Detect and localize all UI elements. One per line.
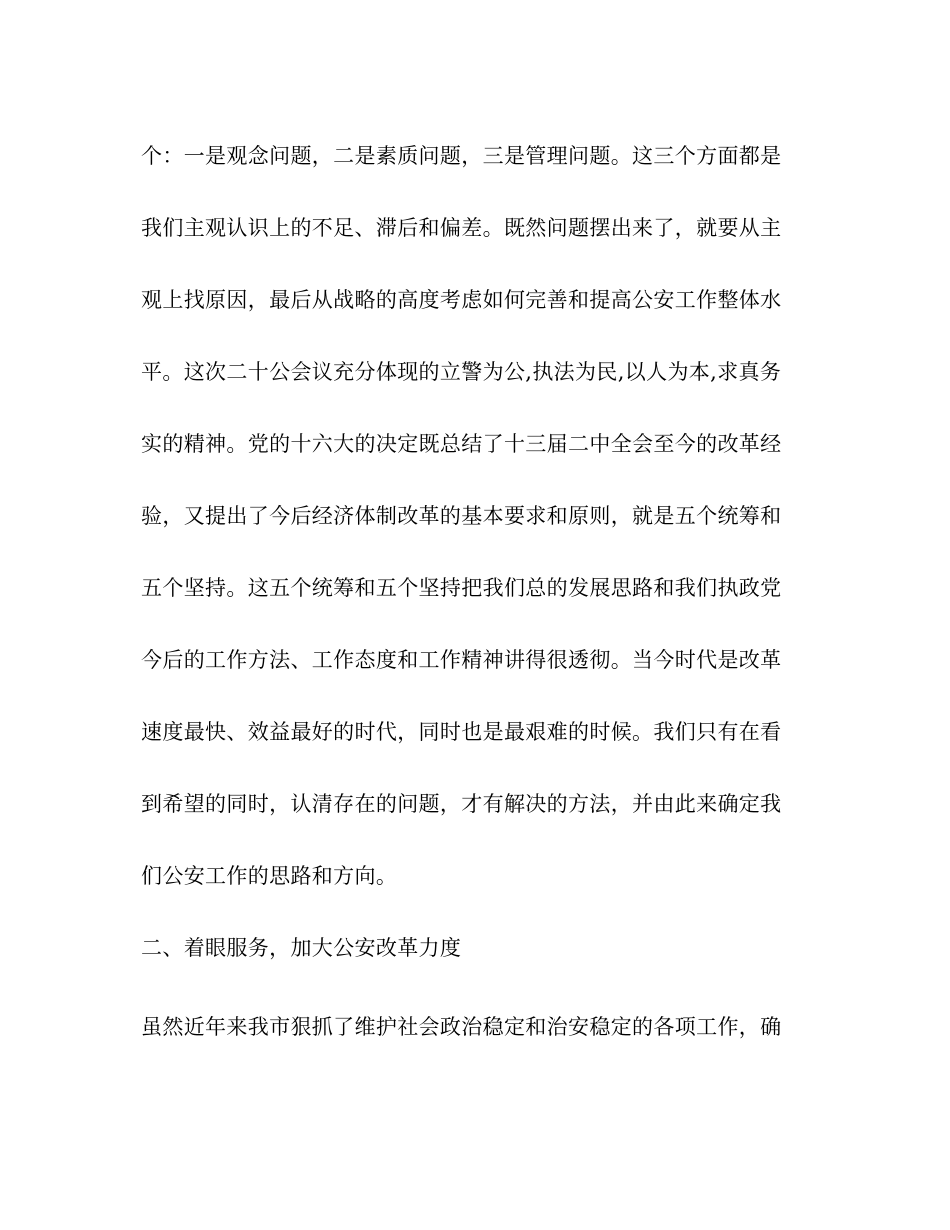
text-line-7: 五个坚持。这五个统筹和五个坚持把我们总的发展思路和我们执政党 bbox=[141, 576, 782, 600]
text-line-5: 实的精神。党的十六大的决定既总结了十三届二中全会至今的改革经 bbox=[141, 432, 782, 456]
text-line-11: 们公安工作的思路和方向。 bbox=[141, 864, 398, 888]
text-line-4: 平。这次二十公会议充分体现的立警为公,执法为民,以人为本,求真务 bbox=[141, 360, 782, 384]
text-line-3: 观上找原因，最后从战略的高度考虑如何完善和提高公安工作整体水 bbox=[141, 288, 782, 312]
section-heading: 二、着眼服务，加大公安改革力度 bbox=[141, 936, 462, 960]
text-line-9: 速度最快、效益最好的时代，同时也是最艰难的时候。我们只有在看 bbox=[141, 720, 782, 744]
text-line-1: 个：一是观念问题，二是素质问题，三是管理问题。这三个方面都是 bbox=[141, 144, 782, 168]
text-line-8: 今后的工作方法、工作态度和工作精神讲得很透彻。当今时代是改革 bbox=[141, 648, 782, 672]
text-line-6: 验，又提出了今后经济体制改革的基本要求和原则，就是五个统筹和 bbox=[141, 504, 782, 528]
text-line-10: 到希望的同时，认清存在的问题，才有解决的方法，并由此来确定我 bbox=[141, 792, 782, 816]
text-line-2: 我们主观认识上的不足、滞后和偏差。既然问题摆出来了，就要从主 bbox=[141, 216, 782, 240]
text-line-13: 虽然近年来我市狠抓了维护社会政治稳定和治安稳定的各项工作，确 bbox=[141, 1015, 782, 1039]
